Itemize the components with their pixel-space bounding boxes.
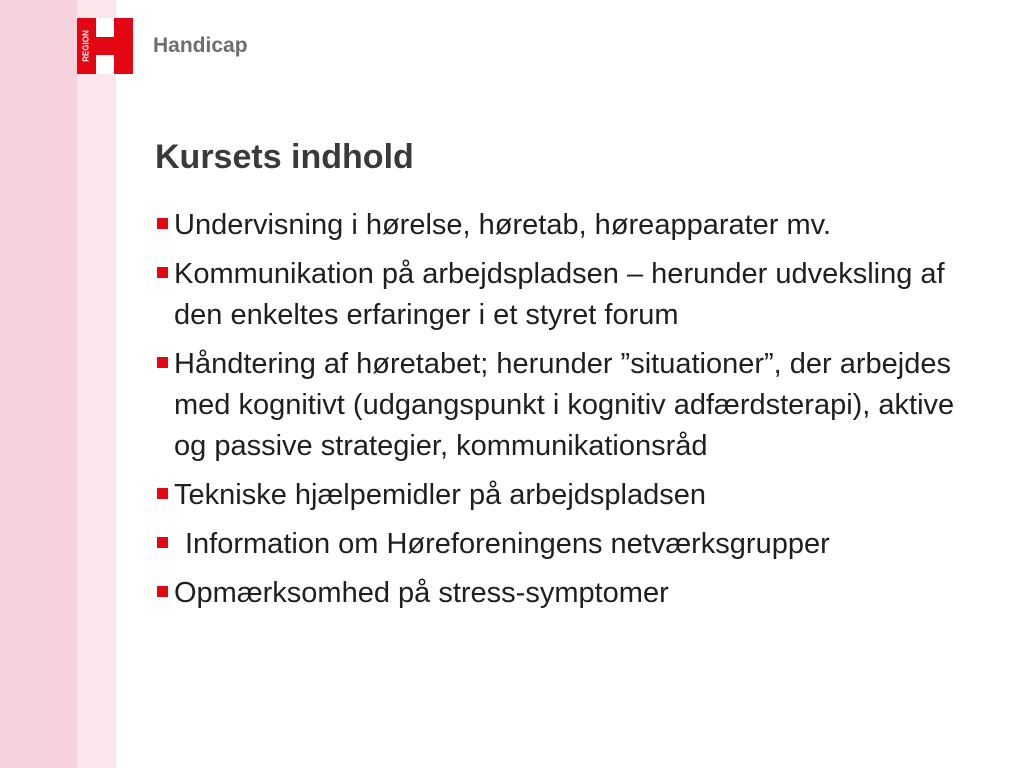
- bullet-item: [155, 475, 975, 516]
- bullet-text: Håndtering af høretabet; herunder ”situationer”, der arbejdes med kognitivt (udgangspunkt i kognitiv adfærdsterapi), aktive og passive strategier, kommunikationsråd: [174, 348, 955, 462]
- logo-text: Handicap: [153, 34, 248, 57]
- decorative-stripe-dark: [0, 0, 77, 768]
- red-square-bullet-icon: [157, 488, 168, 499]
- decorative-stripe-light: [77, 0, 116, 768]
- bullet-item: [155, 254, 975, 336]
- bullet-text: Kommunikation på arbejdspladsen – herunder udveksling af den enkeltes erfaringer i et styret forum: [174, 258, 945, 331]
- bullet-item: [155, 344, 975, 467]
- bullet-text: Undervisning i hørelse, høretab, høreapparater mv.: [174, 209, 832, 241]
- bullet-item: [155, 573, 975, 614]
- region-h-logo-icon: [77, 18, 133, 74]
- red-square-bullet-icon: [157, 586, 168, 597]
- slide-title: Kursets indhold: [155, 138, 414, 176]
- bullet-list: [155, 205, 975, 622]
- bullet-text: Opmærksomhed på stress-symptomer: [174, 577, 669, 609]
- red-square-bullet-icon: [157, 357, 168, 368]
- bullet-text: Information om Høreforeningens netværksgrupper: [185, 528, 830, 560]
- bullet-text: Tekniske hjælpemidler på arbejdspladsen: [174, 479, 706, 511]
- bullet-item: [155, 524, 975, 565]
- red-square-bullet-icon: [157, 218, 168, 229]
- logo-badge-text: REGION: [81, 30, 91, 62]
- red-square-bullet-icon: [157, 537, 168, 548]
- red-square-bullet-icon: [157, 267, 168, 278]
- bullet-item: [155, 205, 975, 246]
